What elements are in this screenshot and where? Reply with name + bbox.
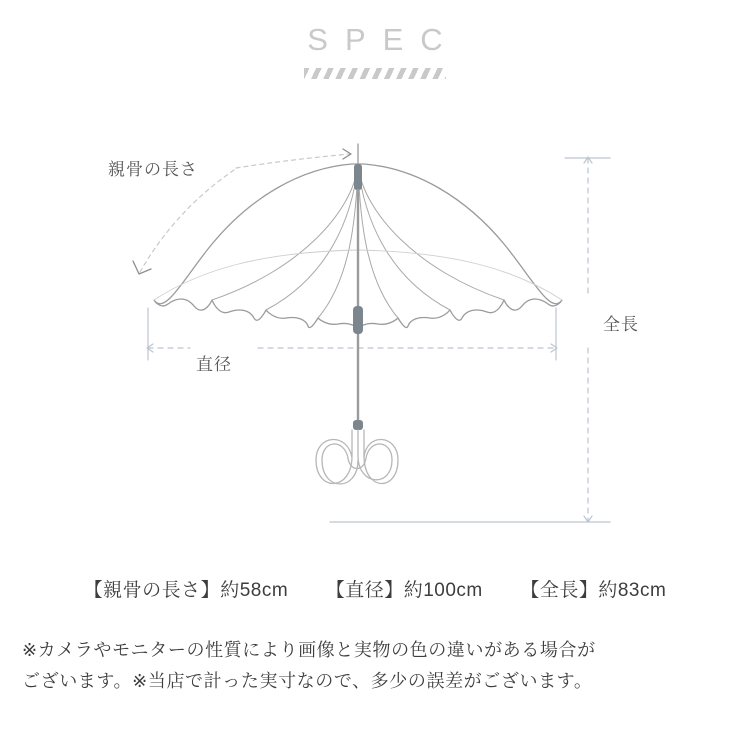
- notes-block: [22, 635, 734, 697]
- spec-value-diameter: 約100cm: [403, 580, 483, 601]
- page-title: SPEC: [307, 22, 460, 57]
- spec-label-rib: 【親骨の長さ】: [83, 580, 221, 601]
- spec-item-rib: [84, 575, 288, 602]
- spec-value-rib: 約58cm: [220, 580, 289, 601]
- label-total-length: 全長: [603, 315, 639, 334]
- spec-item-total: [520, 575, 666, 602]
- label-rib-length: 親骨の長さ: [108, 160, 198, 179]
- spec-label-diameter: 【直径】: [325, 580, 404, 601]
- page-title-block: [0, 22, 750, 79]
- note-line-2: ございます。※当店で計った実寸なので、多少の誤差がございます。: [22, 670, 593, 691]
- note-line-1: ※カメラやモニターの性質により画像と実物の色の違いがある場合が: [22, 640, 596, 660]
- diagonal-stripe-rule-icon: [304, 68, 446, 79]
- umbrella-dimension-diagram: [0, 120, 750, 550]
- label-diameter: 直径: [196, 355, 232, 374]
- spec-item-diameter: [326, 575, 483, 602]
- spec-label-total: 【全長】: [520, 580, 599, 601]
- spec-values-line: [0, 575, 750, 602]
- spec-value-total: 約83cm: [598, 580, 667, 601]
